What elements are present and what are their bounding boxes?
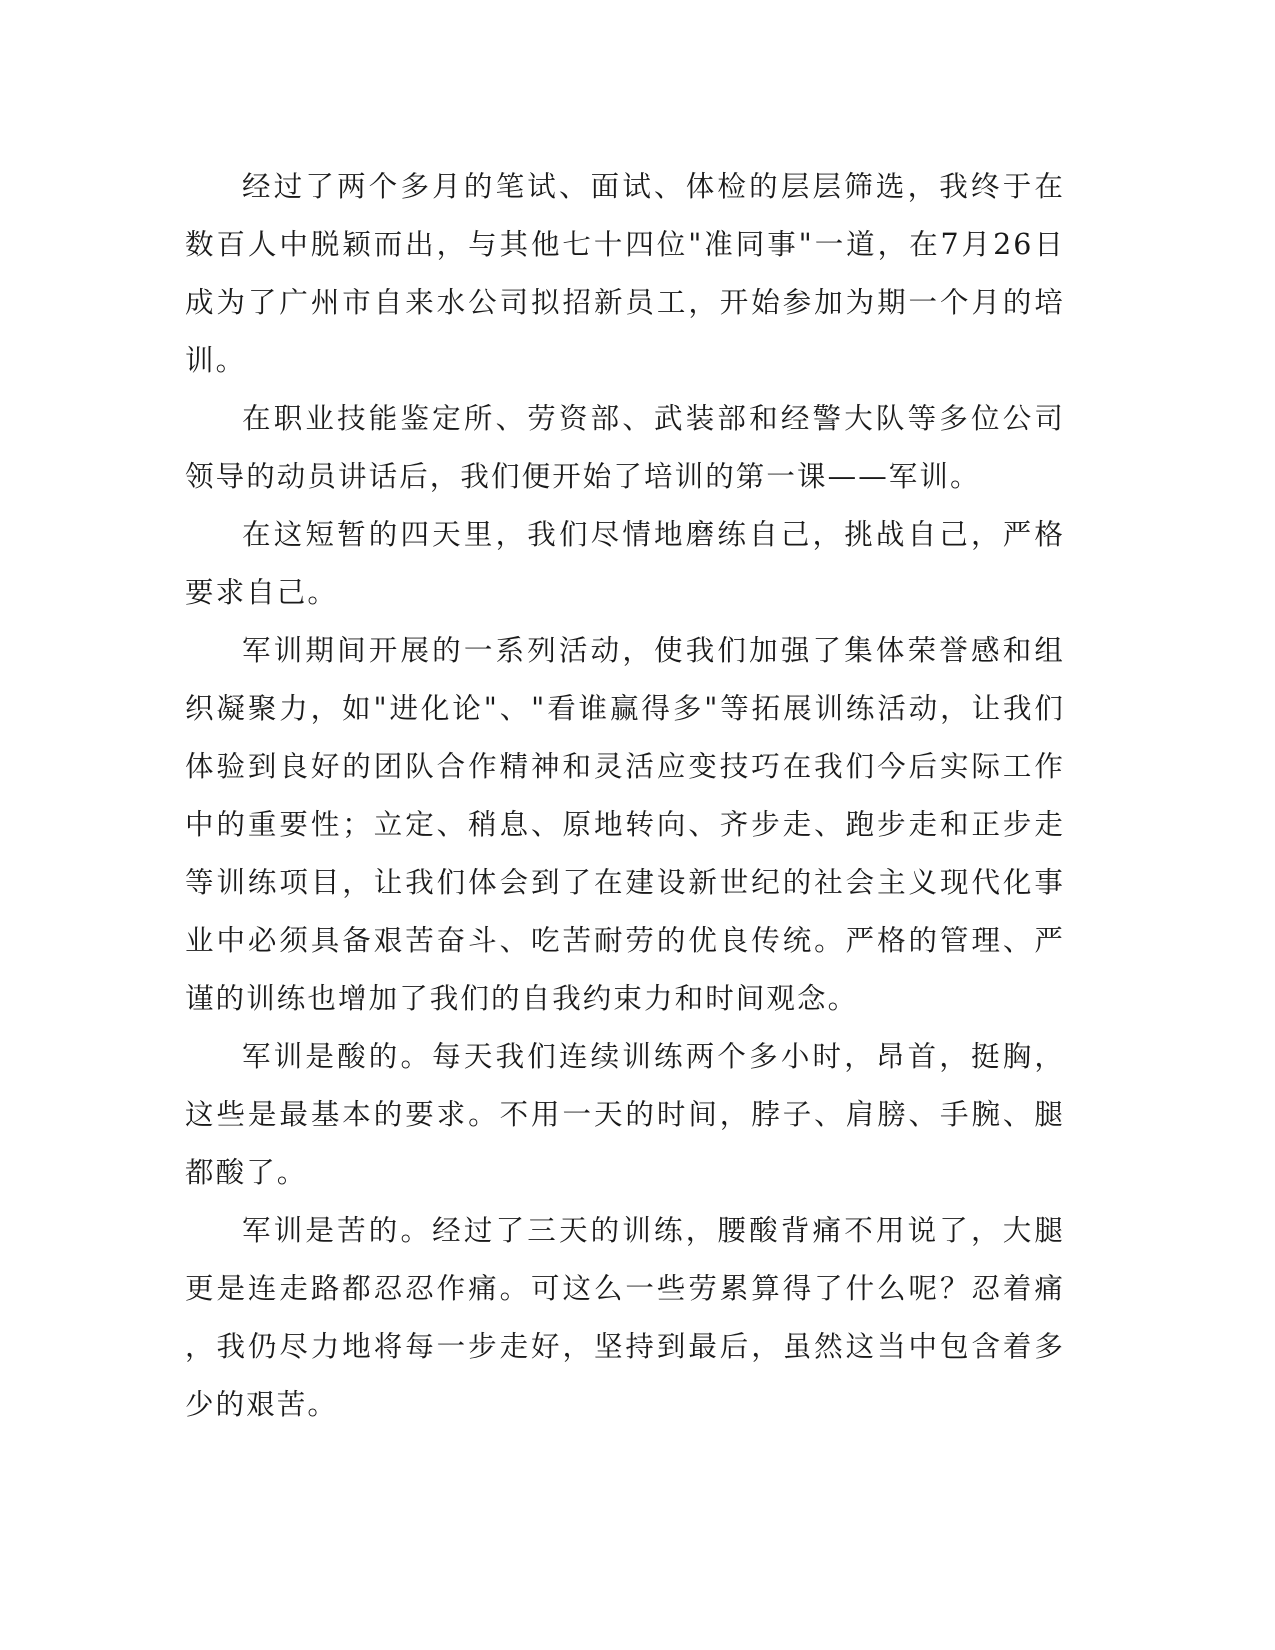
- paragraph-leader-speech: 在职业技能鉴定所、劳资部、武装部和经警大队等多位公司领导的动员讲话后，我们便开始了培训的第一课——军训。: [185, 402, 1065, 493]
- paragraph-sour: 军训是酸的。每天我们连续训练两个多小时，昂首，挺胸，这些是最基本的要求。不用一天的时间，脖子、肩膀、手腕、腿都酸了。: [185, 1040, 1065, 1189]
- paragraph-bitter: 军训是苦的。经过了三天的训练，腰酸背痛不用说了，大腿更是连走路都忍忍作痛。可这么一些劳累算得了什么呢？忍着痛，我仍尽力地将每一步走好，坚持到最后，虽然这当中包含着多少的艰苦。: [185, 1214, 1065, 1421]
- paragraph-activities: 军训期间开展的一系列活动，使我们加强了集体荣誉感和组织凝聚力，如"进化论"、"看谁赢得多"等拓展训练活动，让我们体验到良好的团队合作精神和灵活应变技巧在我们今后实际工作中的重要性；立定、稍息、原地转向、齐步走、跑步走和正步走等训练项目，让我们体会到了在建设新世纪的社会主义现代化事业中必须具备艰苦奋斗、吃苦耐劳的优良传统。严格的管理、严谨的训练也增加了我们的自我约束力和时间观念。: [185, 634, 1065, 1015]
- paragraph-four-days: 在这短暂的四天里，我们尽情地磨练自己，挑战自己，严格要求自己。: [185, 518, 1065, 609]
- paragraph-training-intro: 经过了两个多月的笔试、面试、体检的层层筛选，我终于在数百人中脱颖而出，与其他七十四位"准同事"一道，在7月26日成为了广州市自来水公司拟招新员工，开始参加为期一个月的培训。: [185, 170, 1065, 377]
- document-body: [185, 158, 1065, 1434]
